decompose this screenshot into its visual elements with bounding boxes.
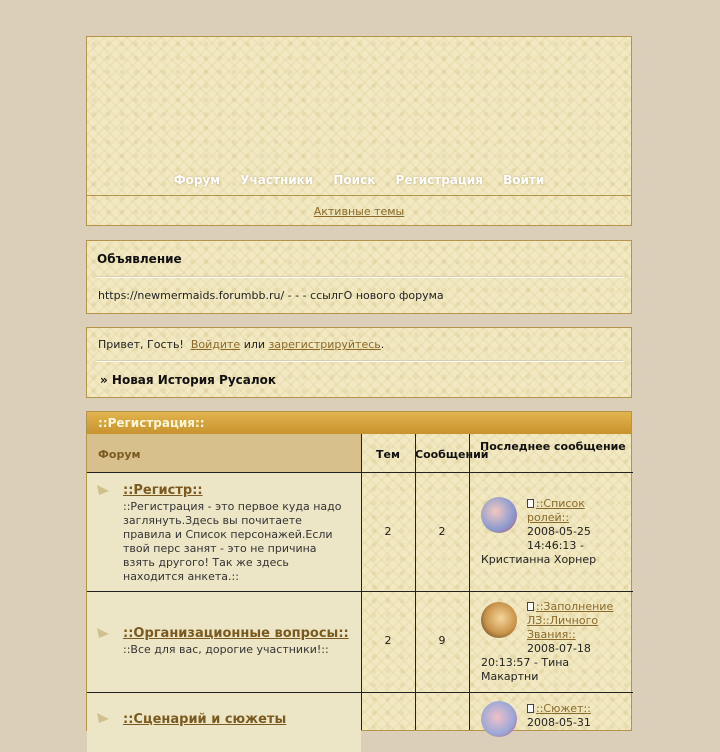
or-text: или [243,338,266,351]
period-text: . [380,338,385,351]
login-link[interactable]: Войдите [190,338,241,351]
welcome-line [98,338,384,351]
announcement-box [86,240,632,314]
nav-members[interactable]: Участники [240,173,314,187]
forum-row [87,472,633,591]
nav-forum[interactable]: Форум [173,173,221,187]
last-post-date: 2008-05-25 [527,525,591,538]
col-header-last-post: Последнее сообщение [480,440,626,453]
forum-description: ::Все для вас, дорогие участники!:: [123,643,329,656]
forum-folder-icon [97,485,109,495]
header-divider [87,195,631,196]
last-post-time: 20:13:57 - Тина [481,656,570,669]
column-divider [361,434,362,730]
avatar[interactable] [481,701,517,737]
announcement-title: Объявление [97,252,182,266]
topics-count: 2 [384,525,392,538]
category-title[interactable]: ::Регистрация:: [87,412,631,434]
last-post-date: 2008-07-18 [527,642,591,655]
forum-title-link[interactable]: ::Сценарий и сюжеты [123,712,287,727]
announcement-divider [97,276,623,278]
nav-login[interactable]: Войти [503,173,545,187]
welcome-box [86,327,632,398]
column-divider [469,434,470,730]
nav-register[interactable]: Регистрация [395,173,483,187]
last-post-time: 14:46:13 - [527,539,584,552]
last-post-topic[interactable]: ::Список ролей:: [527,497,585,524]
avatar[interactable] [481,602,517,638]
document-icon [527,499,534,508]
main-nav [87,173,631,187]
forum-cell [87,592,361,692]
forum-row [87,692,633,752]
forum-folder-icon [97,713,109,723]
last-post-author[interactable]: Макартни [481,670,539,683]
active-topics-link[interactable]: Активные темы [313,205,405,218]
col-header-forum: Форум [87,434,361,472]
last-post-topic[interactable]: ::Заполнение ЛЗ::Личного Звания:: [527,600,614,641]
breadcrumb[interactable]: » Новая История Русалок [100,373,277,387]
document-icon [527,704,534,713]
forum-folder-icon [97,628,109,638]
avatar[interactable] [481,497,517,533]
greeting-text: Привет, Гость! [98,338,184,351]
document-icon [527,602,534,611]
col-header-posts: Сообщений [415,448,489,461]
welcome-divider [97,360,623,362]
register-link[interactable]: зарегистрируйтесь [268,338,381,351]
forum-category [86,411,632,731]
forum-title-link[interactable]: ::Организационные вопросы:: [123,626,349,641]
announcement-text: https://newmermaids.forumbb.ru/ - - - ссылгО нового форума [98,289,444,302]
forum-title-link[interactable]: ::Регистр:: [123,483,203,498]
posts-count: 9 [438,634,446,647]
forum-description: ::Регистрация - это первое куда надо заглянуть.Здесь вы почитаете правила и Список персонажей.Если твой перс занят - это не причина взять другого! Так же здесь находится анкета.:: [123,500,342,583]
last-post-topic[interactable]: ::Сюжет:: [527,702,627,716]
column-divider [415,434,416,730]
nav-search[interactable]: Поиск [333,173,376,187]
forum-row [87,591,633,692]
col-header-topics: Тем [376,448,400,461]
last-post-date: 2008-05-31 [527,716,591,729]
topics-count: 2 [384,634,392,647]
posts-count: 2 [438,525,446,538]
last-post-author[interactable]: Кристианна Хорнер [481,553,597,566]
forum-header [86,36,632,226]
